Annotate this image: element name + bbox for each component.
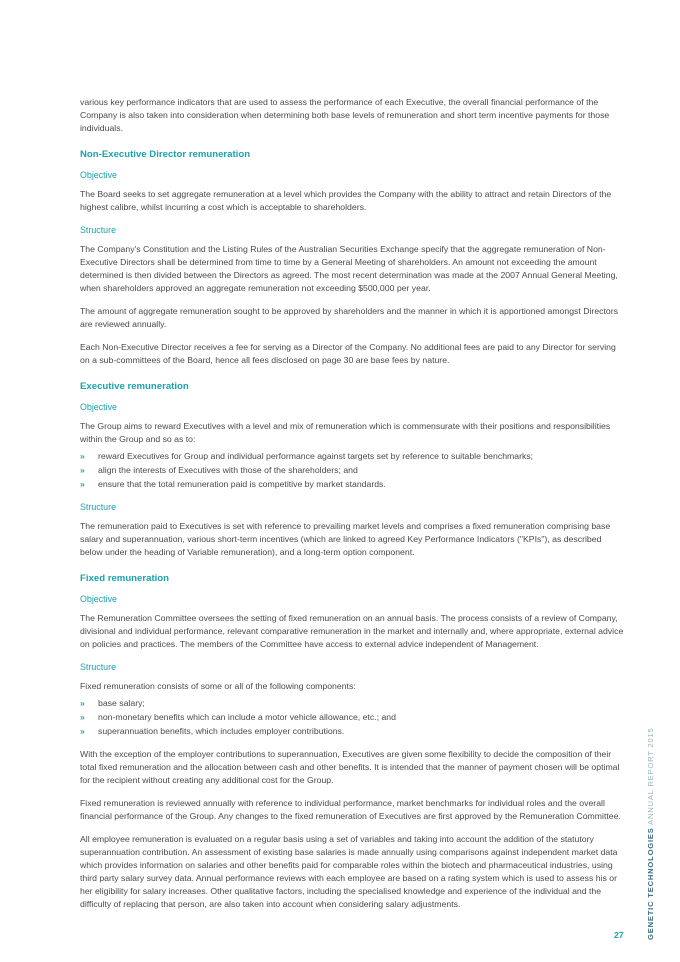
exec-heading: Executive remuneration (80, 381, 189, 392)
list-item-text: base salary; (98, 698, 145, 708)
report-title: ANNUAL REPORT 2015 (646, 727, 655, 825)
non-exec-heading: Non-Executive Director remuneration (80, 149, 251, 160)
bullet-marker: » (80, 698, 85, 708)
exec-structure-label: Structure (80, 502, 117, 512)
exec-structure-text: The remuneration paid to Executives is set with reference to prevailing market levels and comprises a fixed remuneration comprising base salary and superannuation, various short-term incentives (which are linked to agreed Key Performance Indicators ("KPIs"), as described below under the heading of Variable remuneration), and a long-term option component. (80, 521, 611, 557)
fixed-paragraph-3: All employee remuneration is evaluated on a regular basis using a set of variables and taking into account the addition of the statutory superannuation contribution. An assessment of existing base salaries is made annually using comparisons against independent market data which provides information on salaries and other benefits paid for comparable roles within the biotech and pharmaceutical industries, using third party salary survey data. Annual performance reviews with each employee are based on a rating system which is used to assess his or her eligibility for salary increases. Other qualitative factors, including the specialised knowledge and experience of the individual and the difficulty of replacing that person, are also taken into account when considering salary adjustments. (80, 834, 618, 909)
bullet-marker: » (80, 726, 85, 736)
list-item (80, 711, 626, 724)
bullet-marker: » (80, 465, 85, 475)
intro-paragraph: various key performance indicators that are used to assess the performance of each Executive, the overall financial performance of the Company is also taken into consideration when determining both base levels of remuneration and short term incentive payments for those individuals. (80, 97, 610, 133)
list-item (80, 725, 626, 738)
fixed-components-list (80, 697, 626, 738)
fixed-objective-text: The Remuneration Committee oversees the setting of fixed remuneration on an annual basis. The process consists of a review of Company, divisional and individual performance, relevant comparative remuneration in the market and internally and, where appropriate, external advice on policies and practices. The members of the Committee have access to external advice independent of Management. (80, 613, 624, 649)
fixed-paragraph-2: Fixed remuneration is reviewed annually with reference to individual performance, market benchmarks for individual roles and the overall financial performance of the Group. Any changes to the fixed remuneration of Executives are first approved by the Remuneration Committee. (80, 798, 621, 821)
list-item-text: ensure that the total remuneration paid is competitive by market standards. (98, 479, 386, 489)
fixed-paragraph-1: With the exception of the employer contributions to superannuation, Executives are given some flexibility to decide the composition of their total fixed remuneration and the allocation between cash and other benefits. It is intended that the manner of payment chosen will be optimal for the recipient without creating any additional cost for the Group. (80, 749, 620, 785)
list-item (80, 464, 626, 477)
non-exec-structure-label: Structure (80, 225, 117, 235)
bullet-marker: » (80, 479, 85, 489)
list-item-text: reward Executives for Group and individual performance against targets set by reference to suitable benchmarks; (98, 451, 534, 461)
exec-objective-label: Objective (80, 402, 117, 412)
fixed-structure-label: Structure (80, 662, 117, 672)
list-item (80, 478, 626, 491)
list-item-text: align the interests of Executives with those of the shareholders; and (98, 465, 358, 475)
non-exec-structure-paragraph-3: Each Non-Executive Director receives a fee for serving as a Director of the Company. No additional fees are paid to any Director for serving on a sub-committees of the Board, hence all fees disclosed on page 30 are base fees by nature. (80, 342, 616, 365)
side-running-header (646, 727, 655, 940)
list-item (80, 697, 626, 710)
non-exec-objective-text: The Board seeks to set aggregate remuneration at a level which provides the Company with the ability to attract and retain Directors of the highest calibre, whilst incurring a cost which is acceptable to shareholders. (80, 189, 612, 212)
non-exec-structure-paragraph-1: The Company's Constitution and the Listing Rules of the Australian Securities Exchange specify that the aggregate remuneration of Non-Executive Directors shall be determined from time to time by a General Meeting of shareholders. An amount not exceeding the amount determined is then divided between the Directors as agreed. The most recent determination was made at the 2007 Annual General Meeting, when shareholders approved an aggregate remuneration not exceeding $500,000 per year. (80, 244, 618, 293)
bullet-marker: » (80, 451, 85, 461)
non-exec-objective-label: Objective (80, 170, 117, 180)
bullet-marker: » (80, 712, 85, 722)
list-item-text: superannuation benefits, which includes employer contributions. (98, 726, 345, 736)
fixed-structure-intro: Fixed remuneration consists of some or all of the following components: (80, 681, 356, 691)
fixed-objective-label: Objective (80, 594, 117, 604)
non-exec-structure-paragraph-2: The amount of aggregate remuneration sought to be approved by shareholders and the manner in which it is apportioned amongst Directors are reviewed annually. (80, 306, 618, 329)
page-number: 27 (614, 930, 624, 940)
brand-name: GENETIC TECHNOLOGIES (646, 827, 655, 940)
document-body (80, 96, 626, 921)
list-item-text: non-monetary benefits which can include a motor vehicle allowance, etc.; and (98, 712, 396, 722)
list-item (80, 450, 626, 463)
exec-objective-list (80, 450, 626, 491)
exec-objective-text: The Group aims to reward Executives with a level and mix of remuneration which is commensurate with their positions and responsibilities within the Group and so as to: (80, 421, 611, 444)
fixed-heading: Fixed remuneration (80, 573, 170, 584)
